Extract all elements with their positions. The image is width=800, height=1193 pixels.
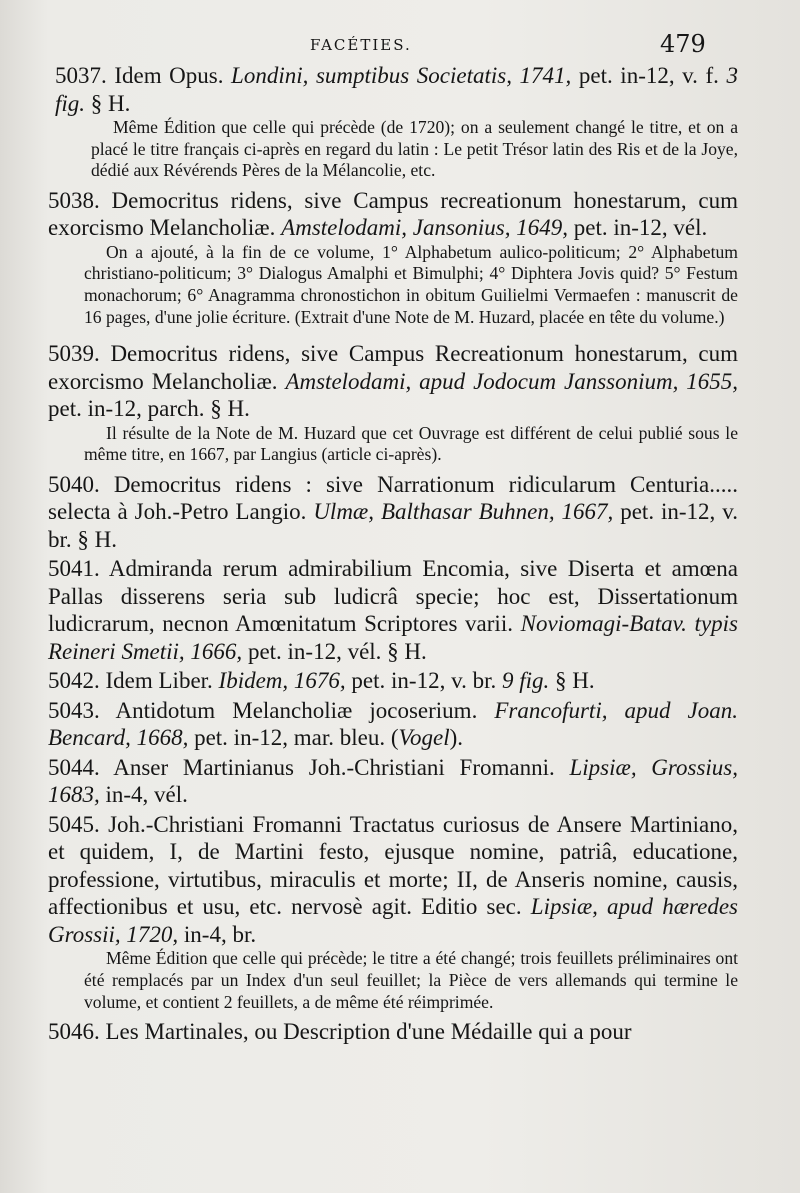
entry-number: 5041. [48,556,100,582]
catalog-entry [48,754,738,809]
entry-title [48,555,738,665]
entry-imprint: Lipsiæ, Grossius, 1683, [48,754,739,808]
entry-imprint: 9 fig. [501,668,550,694]
entry-text: Joh.-Christiani Fromanni Tractatus curiosus de Ansere Martiniano, et quidem, I, de Martini festo, ejusque nomine, patriâ, educatione, professione, virtutibus, miraculis et morte; II, de Anseris nomine, causis, affectionibus et usu, etc. nervosè agit. Editio sec. [48,811,738,920]
entry-text: Idem Liber. [99,668,219,694]
entry-imprint: Francofurti, apud Joan. Bencard, 1668, [48,697,739,751]
entry-title [48,340,738,423]
entry-text: pet. in-12, v. br. [345,668,502,694]
entry-text: ). [449,725,464,751]
entry-title [48,667,738,695]
catalog-entries [48,62,738,1048]
entry-text: Anser Martinianus Joh.-Christiani Fromanni. [99,754,570,780]
catalog-entry [48,62,738,182]
entry-title [48,1018,738,1046]
entry-note: On a ajouté, à la fin de ce volume, 1° Alphabetum aulico-politicum; 2° Alphabetum christiano-politicum; 3° Dialogus Amalphi et Bimulphi; 4° Diphtera Jovis quid? 5° Festum monachorum; 6° Anagramma chronostichon in obitum Guilielmi Vermaefen : manuscrit de 16 pages, d'une jolie écriture. (Extrait d'une Note de M. Huzard, placée en tête du volume.) [84,241,738,327]
entry-title [48,697,738,752]
entry-number: 5039. [48,341,100,367]
page-number: 479 [660,30,706,58]
entry-title [48,187,738,242]
catalog-entry [48,555,738,665]
catalog-entry [48,697,738,752]
catalog-entry [48,187,738,328]
entry-title [48,471,738,554]
entry-text: § H. [549,668,595,694]
entry-text: § H. [85,90,131,116]
entry-text: in-4, vél. [99,782,188,808]
entry-number: 5043. [48,697,100,723]
entry-text: Democritus ridens, sive Campus recreationum honestarum, cum exorcismo Melancholiæ. [48,187,738,241]
entry-text: Democritus ridens, sive Campus Recreationum honestarum, cum exorcismo Melancholiæ. [48,341,738,394]
entry-text: Les Martinales, ou Description d'une Médaille qui a pour [99,1019,632,1045]
entry-title [48,754,738,809]
entry-text: pet. in-12, parch. § H. [48,396,250,422]
catalog-entry [48,811,738,1013]
entry-number: 5042. [48,668,100,694]
catalog-entry [48,667,738,695]
entry-text: pet. in-12, vél. [568,215,708,241]
entry-text: Idem Opus. [106,63,232,88]
entry-note: Même Édition que celle qui précède (de 1720); on a seulement changé le titre, et on a placé le titre français ci-après en regard du latin : Le petit Trésor latin des Ris et de la Joye, dédié aux Révérends Pères de la Mélancolie, etc. [91,117,738,181]
entry-imprint: Noviomagi-Batav. typis Reineri Smetii, 1666, [48,611,738,664]
entry-text: pet. in-12, v. br. § H. [48,499,738,552]
entry-number: 5046. [48,1019,100,1045]
catalog-entry [48,340,738,466]
entry-number: 5045. [48,811,100,837]
entry-imprint: Vogel [398,725,450,751]
entry-note: Il résulte de la Note de M. Huzard que cet Ouvrage est différent de celui publié sous le même titre, en 1667, par Langius (article ci-après). [84,422,738,465]
entry-text: pet. in-12, v. f. [571,63,727,88]
entry-number: 5037. [55,63,107,88]
entry-number: 5038. [48,187,100,213]
entry-imprint: Ibidem, 1676, [218,668,346,694]
entry-note: Même Édition que celle qui précède; le titre a été changé; trois feuillets préliminaires ont été remplacés par un Index d'un seul feuillet; la Pièce de vers allemands qui termine le volume, et contient 2 feuillets, a de même été réimprimée. [84,948,738,1012]
entry-title [48,811,738,949]
entry-imprint: 3 fig. [55,63,738,116]
running-head: FACÉTIES. [310,36,412,54]
entry-imprint: Ulmæ, Balthasar Buhnen, 1667, [313,499,614,525]
entry-text: Admiranda rerum admirabilium Encomia, sive Diserta et amœna Pallas disserens seria sub ludicrâ specie; hoc est, Dissertationum ludicrarum, necnon Amœnitatum Scriptores varii. [48,556,738,637]
entry-imprint: Londini, sumptibus Societatis, 1741, [231,63,572,88]
entry-text: in-4, br. [178,921,257,947]
entry-imprint: Lipsiæ, apud hæredes Grossii, 1720, [48,894,739,947]
entry-text: Antidotum Melancholiæ jocoserium. [99,697,495,723]
entry-imprint: Amstelodami, apud Jodocum Janssonium, 1655, [285,368,738,394]
entry-number: 5044. [48,754,100,780]
catalog-entry [48,471,738,554]
entry-text: Democritus ridens : sive Narrationum ridicularum Centuria..... selecta à Joh.-Petro Langio. [48,471,738,525]
entry-number: 5040. [48,471,100,497]
entry-imprint: Amstelodami, Jansonius, 1649, [281,215,569,241]
entry-title [55,62,738,117]
entry-text: pet. in-12, mar. bleu. ( [188,725,399,751]
entry-text: pet. in-12, vél. § H. [242,638,427,664]
page-header [0,30,800,64]
catalog-entry [48,1018,738,1046]
